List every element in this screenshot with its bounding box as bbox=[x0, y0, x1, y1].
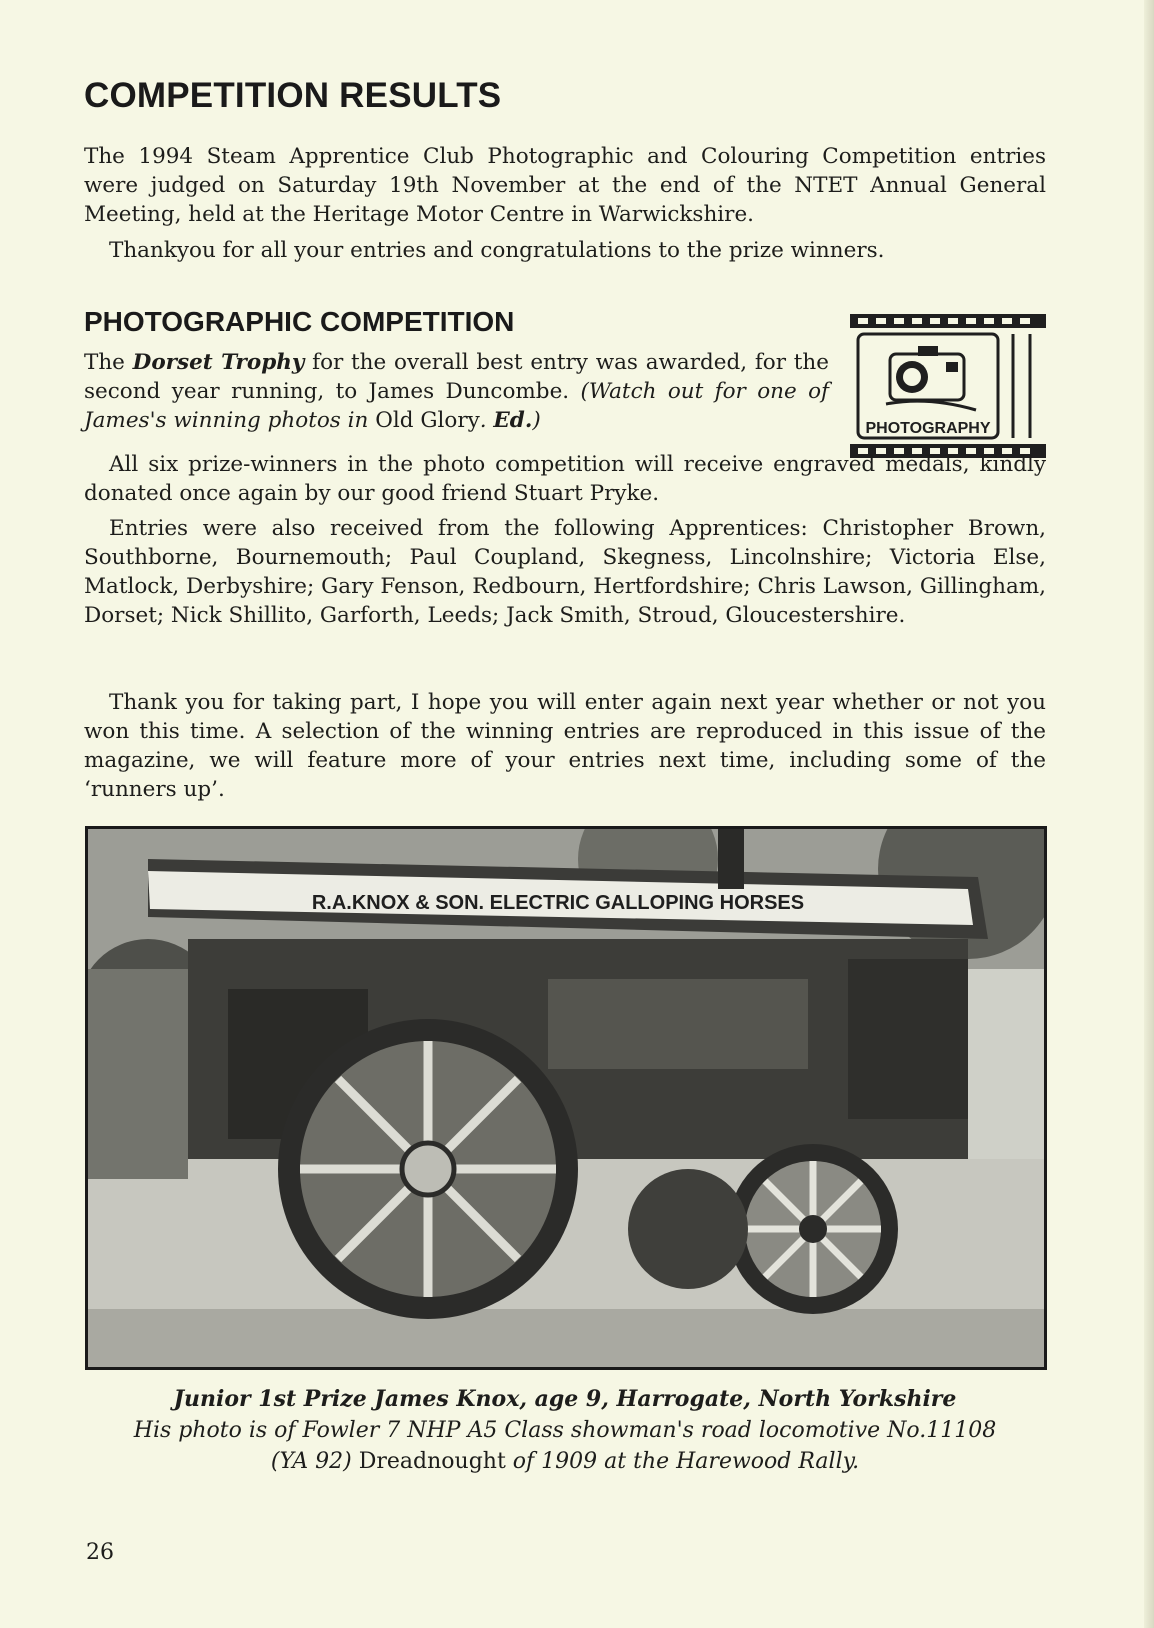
medals-paragraph: All six prize-winners in the photo competition will receive engraved medals, kindly donated once again by our good friend Stuart Pryke. bbox=[84, 452, 1046, 506]
trophy-name: Dorset Trophy bbox=[132, 350, 305, 375]
thank-you-paragraph: Thank you for taking part, I hope you will enter again next year whether or not you won this time. A selection of the winning entries are reproduced in this issue of the magazine, we will feature more of your entries next time, including some of the ‘runners up’. bbox=[84, 690, 1046, 802]
caption-text: (YA 92) bbox=[270, 1449, 359, 1474]
entries-paragraph: Entries were also received from the following Apprentices: Christopher Brown, Southborne, Bournemouth; Paul Coupland, Skegness, Lincolnshire; Victoria Else, Matlock, Derbyshire; Gary Fenson, Redbourn, Hertfordshire; Chris Lawson, Gillingham, Dorset; Nick Shillito, Garforth, Leeds; Jack Smith, Stroud, Gloucestershire. bbox=[84, 516, 1046, 628]
photography-badge-icon bbox=[848, 312, 1048, 460]
traction-engine-photo-image bbox=[88, 829, 1044, 1367]
trophy-text: for the overall best entry was awarded, for the second year running, to James Duncombe. bbox=[84, 350, 829, 404]
photo-caption-line bbox=[84, 1446, 1046, 1477]
editor-note: (Watch out for one of James's winning photos in bbox=[84, 379, 829, 433]
trophy-text: The bbox=[84, 350, 133, 375]
editor-note: . bbox=[479, 408, 494, 433]
engine-name: Dreadnought bbox=[358, 1449, 506, 1474]
photo-caption-line: His photo is of Fowler 7 NHP A5 Class showman's road locomotive No.11108 bbox=[133, 1418, 997, 1443]
page-edge bbox=[1144, 0, 1154, 1628]
magazine-name: Old Glory bbox=[375, 408, 480, 433]
intro-paragraph: The 1994 Steam Apprentice Club Photographic and Colouring Competition entries were judged on Saturday 19th November at the end of the NTET Annual General Meeting, held at the Heritage Motor Centre in Warwickshire. bbox=[84, 144, 1046, 227]
section-heading: PHOTOGRAPHIC COMPETITION bbox=[84, 306, 515, 337]
photo-caption-title: Junior 1st Prize James Knox, age 9, Harrogate, North Yorkshire bbox=[173, 1386, 957, 1412]
page-number: 26 bbox=[86, 1540, 114, 1565]
trophy-paragraph bbox=[84, 348, 829, 435]
winning-photo bbox=[85, 826, 1047, 1370]
thanks-paragraph: Thankyou for all your entries and congratulations to the prize winners. bbox=[109, 238, 885, 263]
canopy-sign-text: R.A.KNOX & SON. ELECTRIC GALLOPING HORSES bbox=[311, 892, 805, 914]
caption-text: of 1909 at the Harewood Rally. bbox=[505, 1449, 860, 1474]
badge-label: PHOTOGRAPHY bbox=[865, 420, 991, 437]
editor-note: ) bbox=[532, 408, 541, 433]
page-heading: COMPETITION RESULTS bbox=[84, 76, 502, 115]
editor-mark: Ed. bbox=[493, 408, 533, 433]
